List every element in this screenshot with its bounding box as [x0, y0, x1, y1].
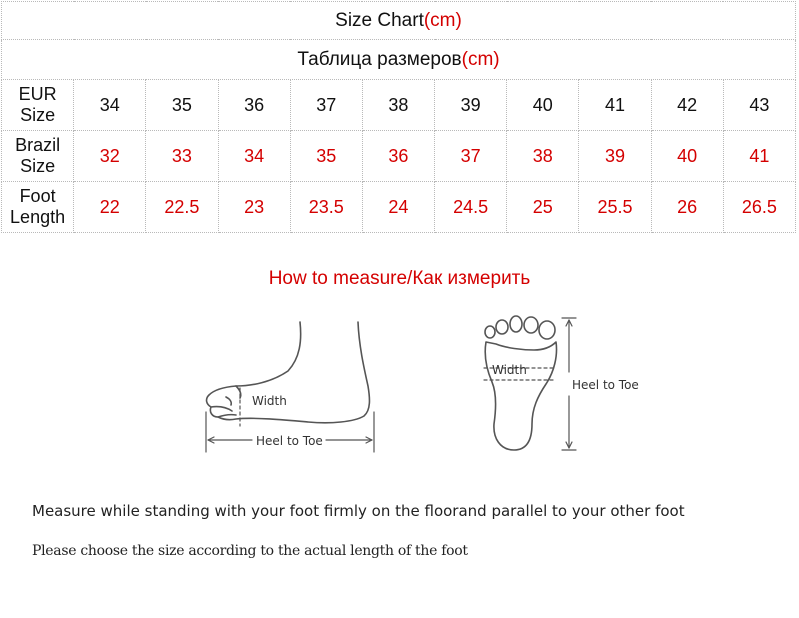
side-length-label: Heel to Toe — [256, 434, 323, 448]
table-cell: 36 — [218, 80, 290, 131]
row-label: Foot Length — [2, 182, 74, 233]
table-cell: 36 — [362, 131, 434, 182]
table-cell: 37 — [290, 80, 362, 131]
table-cell: 26.5 — [723, 182, 795, 233]
title-ru-unit: (cm) — [461, 48, 500, 70]
table-row-foot-length — [2, 182, 796, 233]
table-row-eur — [2, 80, 796, 131]
foot-side-icon — [196, 316, 392, 458]
table-cell: 25.5 — [579, 182, 651, 233]
table-cell: 41 — [579, 80, 651, 131]
side-width-label: Width — [252, 394, 287, 408]
title-unit: (cm) — [423, 9, 462, 31]
foot-sole-icon — [476, 312, 656, 456]
table-cell: 38 — [362, 80, 434, 131]
title-ru-text: Таблица размеров — [297, 48, 462, 70]
table-cell: 23 — [218, 182, 290, 233]
size-chart-title-ru — [2, 40, 796, 80]
table-cell: 40 — [507, 80, 579, 131]
table-cell: 40 — [651, 131, 723, 182]
table-cell: 38 — [507, 131, 579, 182]
table-cell: 22.5 — [146, 182, 218, 233]
title-text: Size Chart — [335, 9, 424, 31]
table-cell: 37 — [435, 131, 507, 182]
table-cell: 22 — [74, 182, 146, 233]
table-cell: 35 — [290, 131, 362, 182]
foot-side-diagram — [196, 316, 392, 458]
measure-instruction: Measure while standing with your foot firmly on the floorand parallel to your other foot — [32, 502, 685, 520]
table-cell: 42 — [651, 80, 723, 131]
sole-width-label: Width — [492, 363, 527, 377]
size-chart-title — [2, 2, 796, 40]
table-cell: 33 — [146, 131, 218, 182]
table-cell: 41 — [723, 131, 795, 182]
size-chart-table — [1, 1, 796, 233]
table-cell: 26 — [651, 182, 723, 233]
sole-length-label: Heel to Toe — [572, 378, 639, 392]
table-cell: 35 — [146, 80, 218, 131]
row-label: EUR Size — [2, 80, 74, 131]
table-cell: 25 — [507, 182, 579, 233]
row-label: Brazil Size — [2, 131, 74, 182]
measure-heading: How to measure/Как измерить — [268, 268, 531, 289]
table-cell: 24.5 — [435, 182, 507, 233]
table-cell: 34 — [74, 80, 146, 131]
table-cell: 39 — [435, 80, 507, 131]
title-row-en — [2, 2, 796, 40]
table-cell: 32 — [74, 131, 146, 182]
table-cell: 24 — [362, 182, 434, 233]
foot-sole-diagram — [476, 312, 656, 456]
table-cell: 34 — [218, 131, 290, 182]
table-cell: 43 — [723, 80, 795, 131]
size-advice: Please choose the size according to the actual length of the foot — [32, 543, 468, 559]
table-cell: 23.5 — [290, 182, 362, 233]
table-row-brazil — [2, 131, 796, 182]
table-cell: 39 — [579, 131, 651, 182]
title-row-ru — [2, 40, 796, 80]
